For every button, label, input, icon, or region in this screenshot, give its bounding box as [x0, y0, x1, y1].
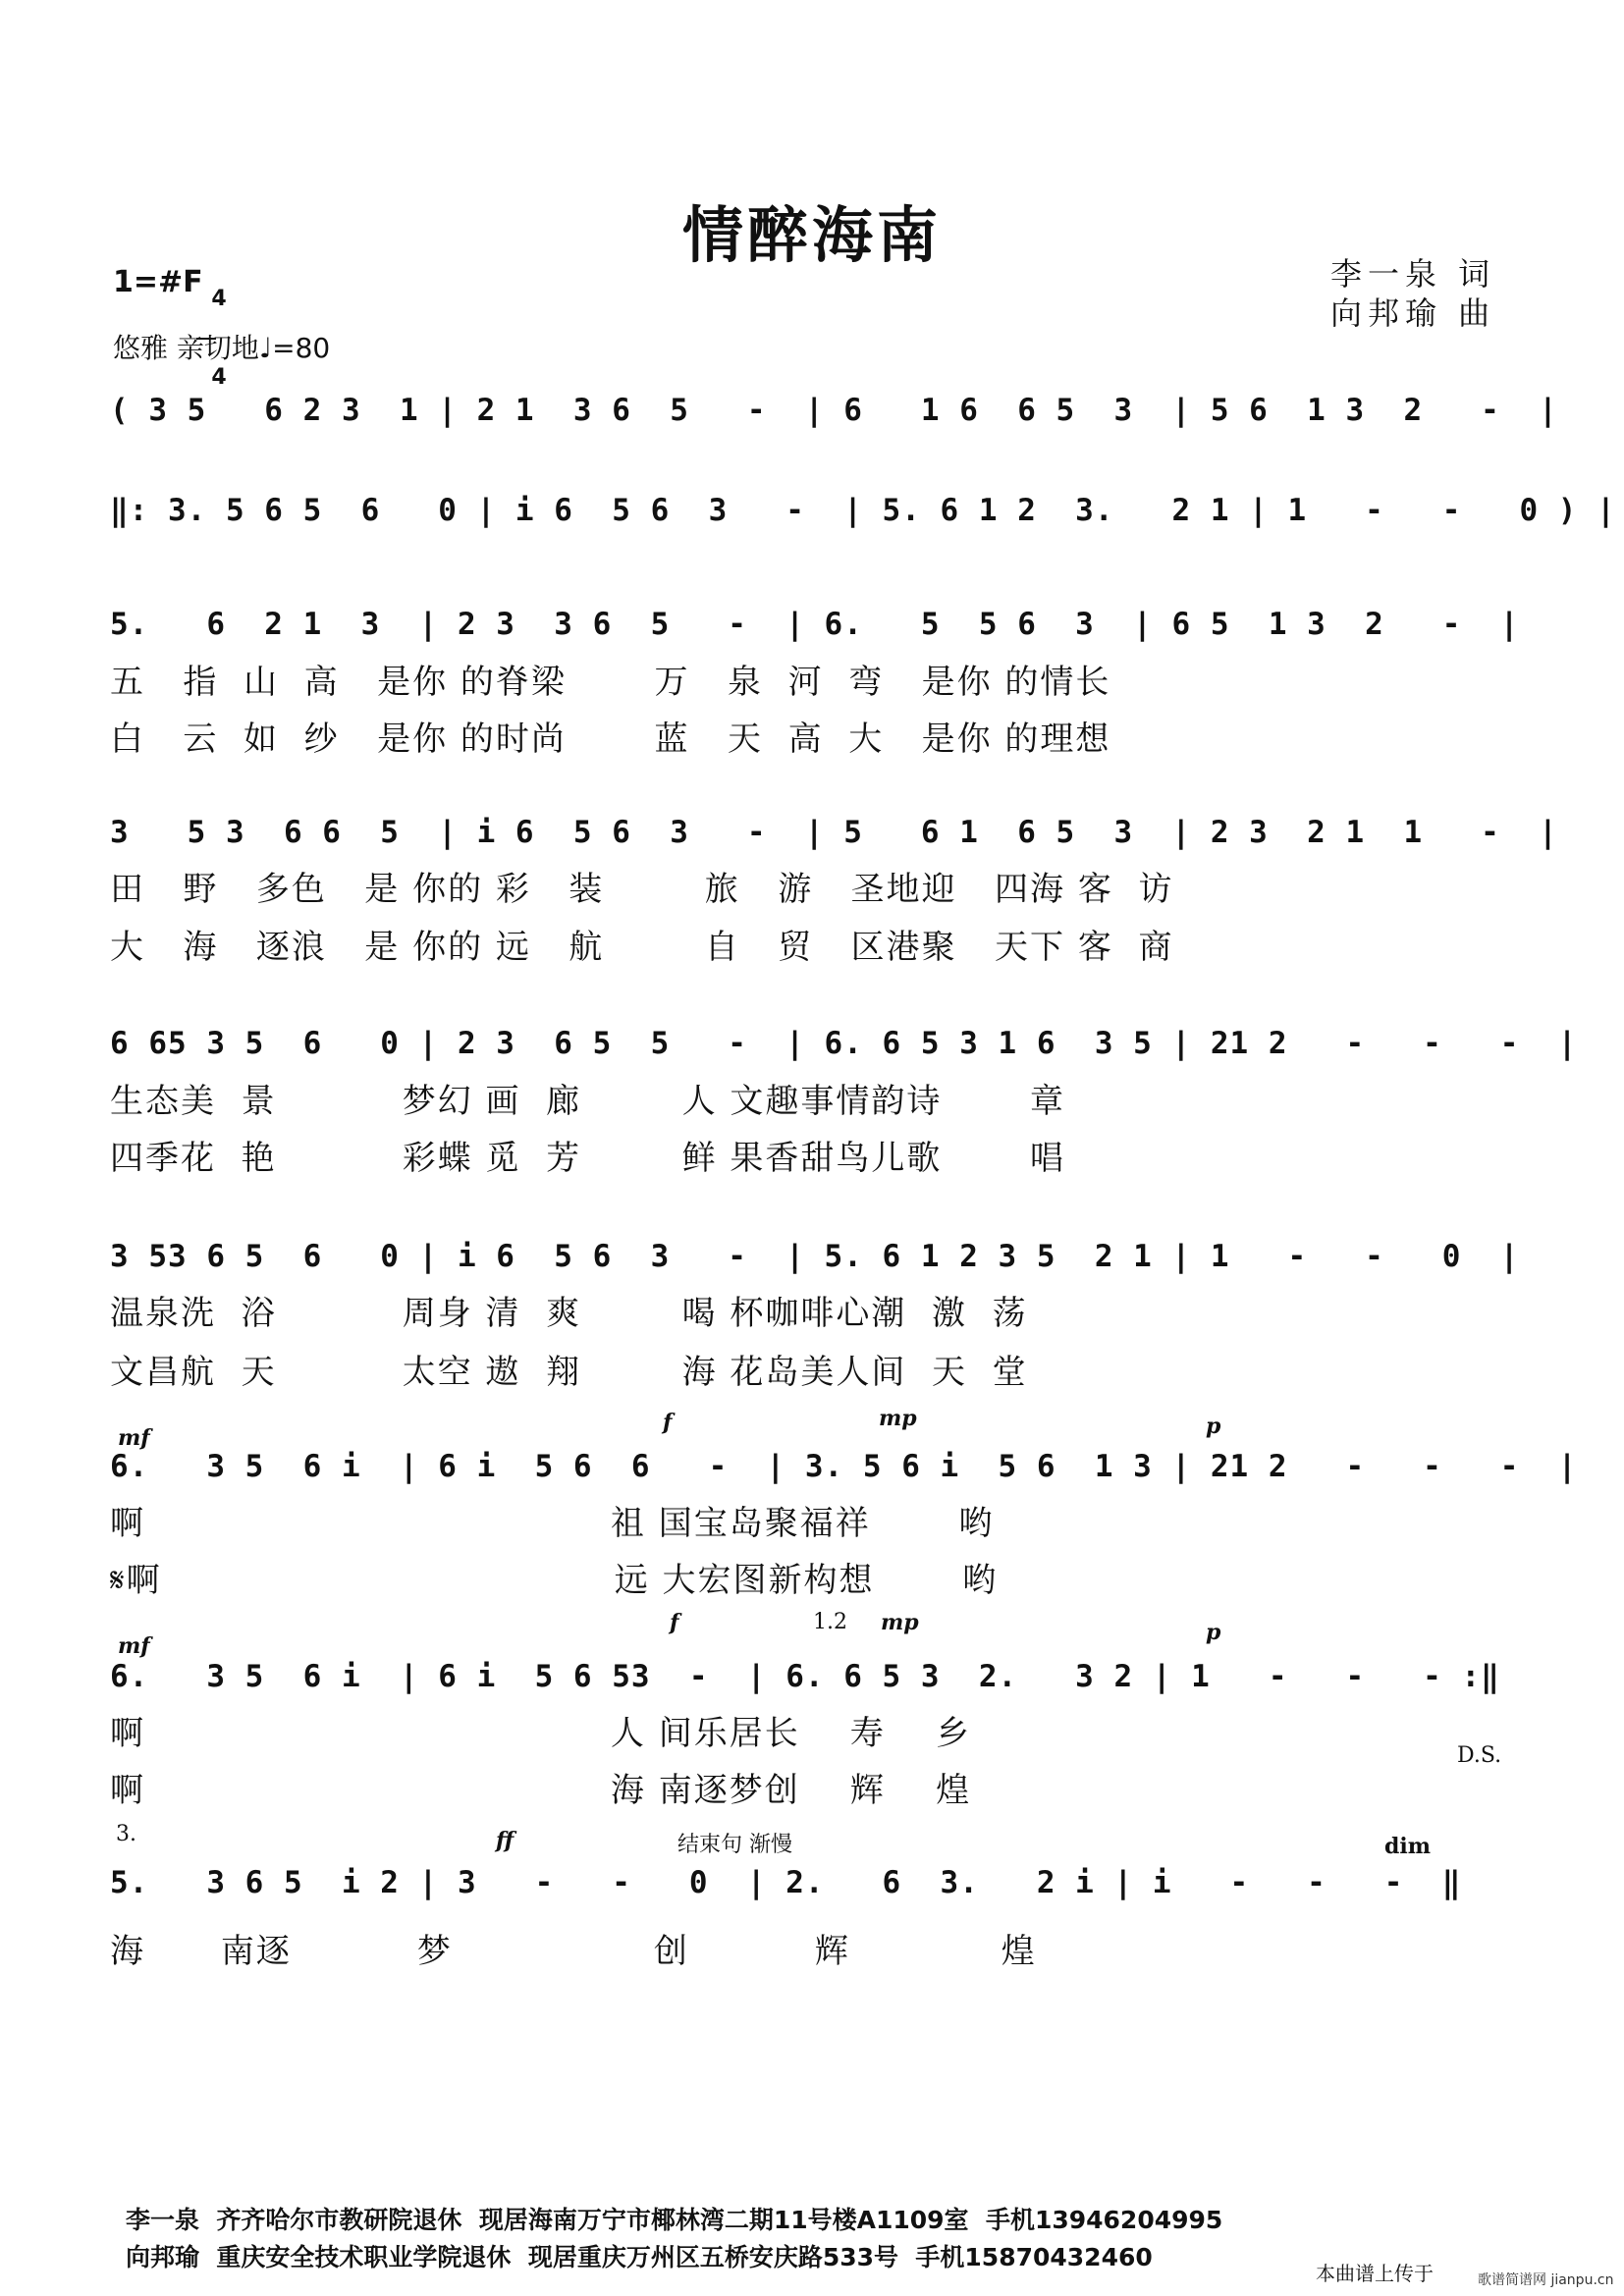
footer-lyricist-info: 李一泉 齐齐哈尔市教研院退休 现居海南万宁市椰林湾二期11号楼A1109室 手机13946204995 [126, 2206, 1223, 2234]
dynamic-mp-2: mp [881, 1610, 919, 1635]
lyric-line-4b: 大 海 逐浪 是 你的 远 航 自 贸 区港聚 天下 客 商 [110, 928, 1174, 967]
dynamic-f-2: f [670, 1610, 679, 1635]
volta-bracket-1-2: 1.2 [813, 1610, 847, 1634]
notation-line-7: 6. 3 5 6 i | 6 i 5 6 6 - | 3. 5 6 i 5 6 1 3 | 21 2 - - - | [110, 1449, 1578, 1484]
lyric-line-9: 海 南逐 梦 创 辉 煌 [110, 1932, 1037, 1971]
time-signature [196, 261, 227, 391]
lyric-line-8a: 啊 人 间乐居长 寿 乡 [110, 1714, 972, 1753]
lyric-line-8b: 啊 海 南逐梦创 辉 煌 [110, 1771, 972, 1810]
dynamic-ff: ff [496, 1828, 514, 1853]
notation-line-6: 3 53 6 5 6 0 | i 6 5 6 3 - | 5. 6 1 2 3 5 2 1 | 1 - - 0 | [110, 1239, 1520, 1274]
notation-line-4: 3 5 3 6 6 5 | i 6 5 6 3 - | 5 6 1 6 5 3 | 2 3 2 1 1 - | [110, 815, 1558, 850]
composer-credit: 向邦瑜 曲 [1330, 294, 1496, 332]
lyric-line-6b: 文昌航 天 太空 遨 翔 海 花岛美人间 天 堂 [110, 1353, 1028, 1392]
dynamic-p-1: p [1206, 1414, 1221, 1439]
notation-line-9: 5. 3 6 5 i 2 | 3 - - 0 | 2. 6 3. 2 i | i - - - ‖ [110, 1865, 1462, 1900]
lyricist-credit: 李一泉 词 [1330, 255, 1496, 293]
notation-line-1: ( 3 5 6 2 3 1 | 2 1 3 6 5 - | 6 1 6 6 5 3 | 5 6 1 3 2 - | [110, 393, 1558, 428]
notation-line-3: 5. 6 2 1 3 | 2 3 3 6 5 - | 6. 5 5 6 3 | 6 5 1 3 2 - | [110, 607, 1520, 642]
lyric-line-6a: 温泉洗 浴 周身 清 爽 喝 杯咖啡心潮 激 荡 [110, 1294, 1028, 1333]
lyric-line-5a: 生态美 景 梦幻 画 廊 人 文趣事情韵诗 章 [110, 1082, 1066, 1121]
ending-instruction: 结束句 渐慢 [677, 1833, 792, 1857]
lyric-line-4a: 田 野 多色 是 你的 彩 装 旅 游 圣地迎 四海 客 访 [110, 870, 1174, 909]
lyric-line-7b: 𝄋啊 远 大宏图新构想 哟 [110, 1561, 999, 1600]
time-top: 4 [211, 287, 227, 311]
time-bottom: 4 [211, 365, 227, 390]
page-title: 情醉海南 [681, 199, 942, 271]
footer-composer-info: 向邦瑜 重庆安全技术职业学院退休 现居重庆万州区五桥安庆路533号 手机15870432460 [126, 2243, 1153, 2271]
dal-segno-mark: D.S. [1457, 1743, 1502, 1768]
lyric-line-7a: 啊 祖 国宝岛聚福祥 哟 [110, 1504, 995, 1543]
dynamic-p-2: p [1206, 1620, 1221, 1645]
dim-marking: dim [1384, 1834, 1432, 1859]
watermark: 歌谱简谱网 jianpu.cn [1478, 2272, 1614, 2288]
dynamic-mf-1: mf [118, 1425, 150, 1451]
volta-bracket-3: 3. [116, 1822, 136, 1846]
lyric-line-3a: 五 指 山 高 是你 的脊梁 万 泉 河 弯 是你 的情长 [110, 663, 1111, 702]
lyric-line-5b: 四季花 艳 彩蝶 觅 芳 鲜 果香甜鸟儿歌 唱 [110, 1139, 1066, 1178]
lyric-line-3b: 白 云 如 纱 是你 的时尚 蓝 天 高 大 是你 的理想 [110, 720, 1111, 759]
dynamic-mf-2: mf [118, 1633, 150, 1659]
upload-note: 本曲谱上传于 [1316, 2262, 1434, 2285]
dynamic-f-1: f [663, 1410, 673, 1435]
notation-line-2: ‖: 3. 5 6 5 6 0 | i 6 5 6 3 - | 5. 6 1 2 3. 2 1 | 1 - - 0 ) | [110, 493, 1616, 528]
tempo-marking: 悠雅 亲切地♩=80 [113, 332, 331, 364]
key-signature: 1=#F [113, 265, 203, 299]
notation-line-8: 6. 3 5 6 i | 6 i 5 6 53 - | 6. 6 5 3 2. 3 2 | 1 - - - :‖ [110, 1659, 1500, 1694]
dynamic-mp-1: mp [879, 1406, 917, 1431]
notation-line-5: 6 65 3 5 6 0 | 2 3 6 5 5 - | 6. 6 5 3 1 6 3 5 | 21 2 - - - | [110, 1026, 1578, 1061]
